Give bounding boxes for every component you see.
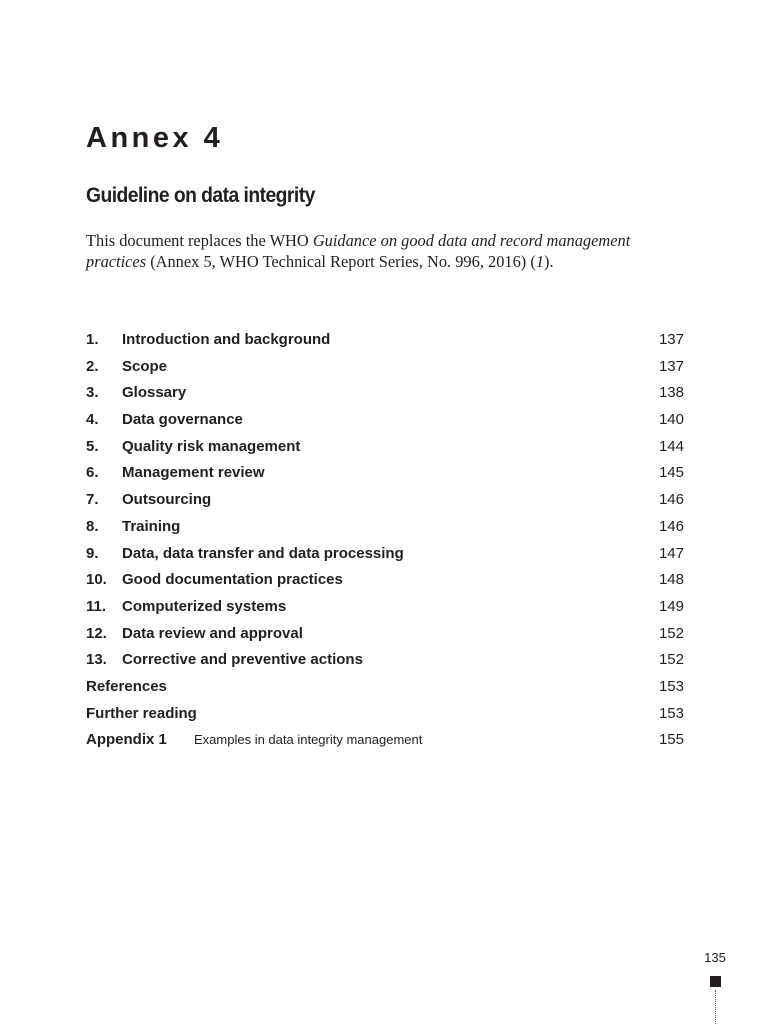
toc-title: Quality risk management [122,437,301,455]
toc-page: 147 [658,544,684,562]
toc-page: 140 [658,411,684,429]
toc-title: Corrective and preventive actions [122,651,363,669]
toc-title: Outsourcing [122,491,212,509]
toc-title: Introduction and background [122,331,331,348]
toc-number: 1. [86,331,99,348]
toc-entry[interactable] [86,594,684,621]
toc-number: 4. [86,411,99,429]
toc-title: Management review [122,464,265,482]
toc-entry[interactable] [86,407,684,434]
toc-entry[interactable] [86,621,684,648]
document-title: Guideline on data integrity [86,184,315,207]
intro-text-middle: (Annex 5, WHO Technical Report Series, No. 996, 2016) ( [146,252,536,271]
toc-entry[interactable] [86,541,684,568]
intro-paragraph [86,230,686,272]
toc-entry[interactable] [86,460,684,487]
toc-entry[interactable] [86,354,684,381]
intro-italic-title: Guidance on good data and record management practices [86,231,631,271]
toc-page: 146 [658,491,684,509]
toc-entry-further-reading[interactable] [86,701,684,728]
toc-page: 153 [658,704,684,722]
toc-page: 155 [658,731,684,749]
toc-title: Further reading [86,704,197,722]
intro-reference-number: 1 [535,252,545,271]
toc-entry[interactable] [86,327,684,354]
toc-entry-references[interactable] [86,674,684,701]
toc-page: 146 [658,517,684,535]
toc-number: 3. [86,384,99,402]
toc-page: 149 [658,597,684,615]
page-dotted-line [715,990,716,1024]
toc-title: Data, data transfer and data processing [122,544,404,562]
toc-number: 5. [86,437,99,455]
intro-text-end: ). [544,252,554,271]
toc-title: Training [122,517,181,535]
page-number: 135 [704,950,726,965]
toc-number: 13. [86,651,107,669]
toc-entry-appendix-1[interactable] [86,727,684,754]
toc-entry[interactable] [86,567,684,594]
toc-title: Computerized systems [122,597,287,615]
toc-number: 11. [86,597,107,615]
toc-number: 10. [86,571,107,589]
toc-page: 138 [658,384,684,402]
annex-label: Annex 4 [86,122,224,154]
toc-title: References [86,677,167,695]
toc-title: Glossary [122,384,187,402]
toc-number: 9. [86,544,99,562]
toc-title: Data governance [122,411,243,429]
toc-page: 153 [658,677,684,695]
toc-subtitle: Examples in data integrity management [194,732,423,748]
toc-entry[interactable] [86,647,684,674]
toc-page: 148 [658,571,684,589]
toc-entry[interactable] [86,434,684,461]
toc-entry[interactable] [86,380,684,407]
toc-entry[interactable] [86,514,684,541]
toc-number: 2. [86,357,99,375]
toc-page: 145 [658,464,684,482]
toc-title: Scope [122,357,168,375]
toc-number: 8. [86,517,99,535]
toc-page: 152 [658,624,684,642]
toc-number: 6. [86,464,99,482]
page-marker-square [710,976,721,987]
toc-title: Good documentation practices [122,571,343,589]
toc-page: 137 [658,357,684,375]
intro-text-before: This document replaces the WHO [86,231,313,250]
toc-entry[interactable] [86,487,684,514]
table-of-contents [86,327,684,754]
toc-page: 144 [658,437,684,455]
toc-title: Data review and approval [122,624,303,642]
toc-title: Appendix 1 [86,731,167,749]
toc-page: 137 [658,331,684,348]
toc-number: 12. [86,624,107,642]
toc-number: 7. [86,491,99,509]
toc-page: 152 [658,651,684,669]
